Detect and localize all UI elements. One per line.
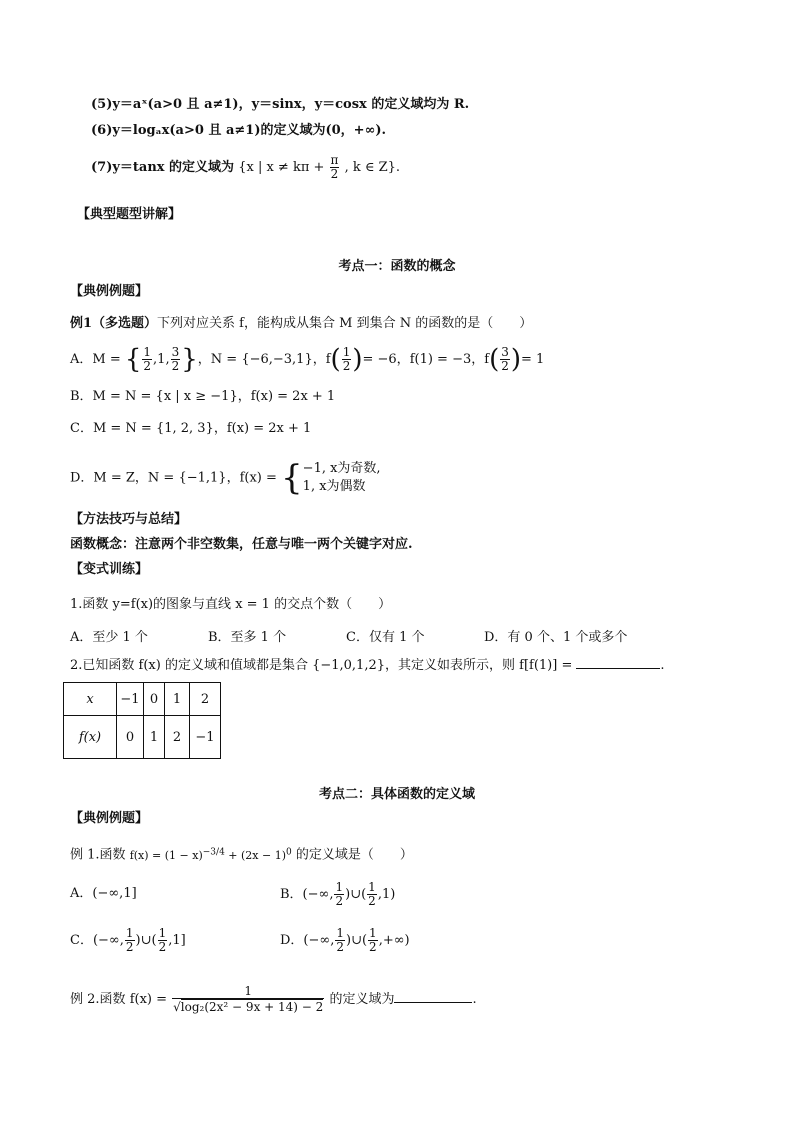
- piecewise-cases: −1, x为奇数, 1, x为偶数: [302, 461, 381, 494]
- table-cell: 1: [165, 683, 190, 716]
- table-cell: −1: [190, 716, 221, 759]
- table-cell: f(x): [64, 716, 117, 759]
- table-cell: x: [64, 683, 117, 716]
- topic-2-title: 考点二：具体函数的定义域: [318, 787, 475, 802]
- option-c: C．M = N = {1, 2, 3}，f(x) = 2x + 1: [70, 421, 312, 436]
- variant-tag: 【变式训练】: [70, 562, 149, 577]
- t2-example-2-question: 例 2.函数 f(x) = $\frac{1}{\text{√log₂(2x² − 9x + 14) − 2}}$ 的定义域为 .: [70, 984, 477, 1014]
- table-row: [64, 716, 221, 759]
- function-value-table: [63, 682, 221, 759]
- table-cell: 0: [117, 716, 144, 759]
- pi-over-2-fraction: $\frac{\pi}{2}$: [330, 153, 339, 181]
- method-text: 函数概念：注意两个非空数集，任意与唯一两个关键字对应.: [70, 537, 413, 552]
- option-a: A．M = { $\frac{1}{2}$ ,1, $\frac{3}{2}$ }，N = {−6,−3,1}，f( $\frac{1}{2}$ )= −6，f(1) = −3，f( $\frac{3}{2}$ )= 1: [70, 344, 545, 375]
- table-cell: 2: [165, 716, 190, 759]
- domain-line-6: (6)y＝logₐx(a>0 且 a≠1)的定义域为(0，+∞).: [91, 123, 387, 138]
- example-1-text: 下列对应关系 f，能构成从集合 M 到集合 N 的函数的是（ ）: [157, 316, 533, 331]
- t2-example-1-option-c: C．(−∞, $\frac{1}{2}$ )∪( $\frac{1}{2}$ ,1]: [70, 926, 186, 954]
- domain-line-5: (5)y＝aˣ(a>0 且 a≠1)，y＝sinx，y＝cosx 的定义域均为 R.: [91, 97, 470, 112]
- cases-brace: {: [281, 458, 303, 498]
- t2-example-1-option-b: B．(−∞, $\frac{1}{2}$ )∪( $\frac{1}{2}$ ,1): [280, 880, 396, 908]
- topic-1-title: 考点一：函数的概念: [338, 259, 456, 274]
- option-d: D．M = Z，N = {−1,1}，f(x) = { −1, x为奇数, 1, x为偶数: [70, 458, 381, 498]
- table-row: [64, 683, 221, 716]
- variant-1-options: [70, 629, 627, 647]
- method-tag: 【方法技巧与总结】: [70, 512, 188, 527]
- table-cell: −1: [117, 683, 144, 716]
- topic-1-example-tag: 【典例例题】: [70, 284, 149, 299]
- variant-1-option-b: B．至多 1 个: [208, 630, 287, 645]
- t2-example-2-answer-blank[interactable]: [394, 990, 472, 1003]
- example-1-question: [70, 315, 532, 333]
- variant-1-option-c: C．仅有 1 个: [346, 630, 425, 645]
- table-cell: 1: [144, 716, 165, 759]
- example-1-label: 例1（多选题）: [70, 316, 158, 331]
- table-cell: 2: [190, 683, 221, 716]
- variant-1-question: 1.函数 y=f(x)的图象与直线 x = 1 的交点个数（ ）: [70, 597, 392, 612]
- t2-example-1-function: $f(x) = (1 - x)^{-3/4} + (2x - 1)^0$: [129, 847, 292, 862]
- line-7-set-close: , k ∈ Z}: [344, 160, 396, 175]
- t2-example-1-option-d: D．(−∞, $\frac{1}{2}$ )∪( $\frac{1}{2}$ ,+∞): [280, 926, 410, 954]
- variant-1-option-a: A．至少 1 个: [70, 630, 148, 645]
- topic-2-example-tag: 【典例例题】: [70, 811, 149, 826]
- section-typical-heading: 【典型题型讲解】: [77, 207, 182, 222]
- option-b: B．M = N = {x | x ≥ −1}，f(x) = 2x + 1: [70, 389, 336, 404]
- variant-2-question: 2.已知函数 f(x) 的定义域和值域都是集合 {−1,0,1,2}，其定义如表所示，则 f[f(1)] = .: [70, 658, 665, 673]
- t2-example-1-option-a: A．(−∞,1]: [70, 886, 137, 901]
- line-7-set-open: {x | x ≠ kπ +: [238, 160, 325, 175]
- domain-line-7: (7)y＝tanx 的定义域为 {x | x ≠ kπ + $\frac{\pi}{2}$ , k ∈ Z}.: [91, 153, 401, 181]
- variant-1-option-d: D．有 0 个、1 个或多个: [484, 630, 628, 645]
- t2-example-1-question: 例 1.函数 $f(x) = (1 - x)^{-3/4} + (2x - 1)^0$ 的定义域是（ ）: [70, 847, 413, 863]
- line-7-prefix: (7)y＝tanx 的定义域为: [91, 160, 235, 175]
- table-cell: 0: [144, 683, 165, 716]
- t2-example-2-fraction: $\frac{1}{\text{√log₂(2x² − 9x + 14) − 2}}$: [173, 984, 324, 1014]
- variant-2-answer-blank[interactable]: [576, 656, 660, 669]
